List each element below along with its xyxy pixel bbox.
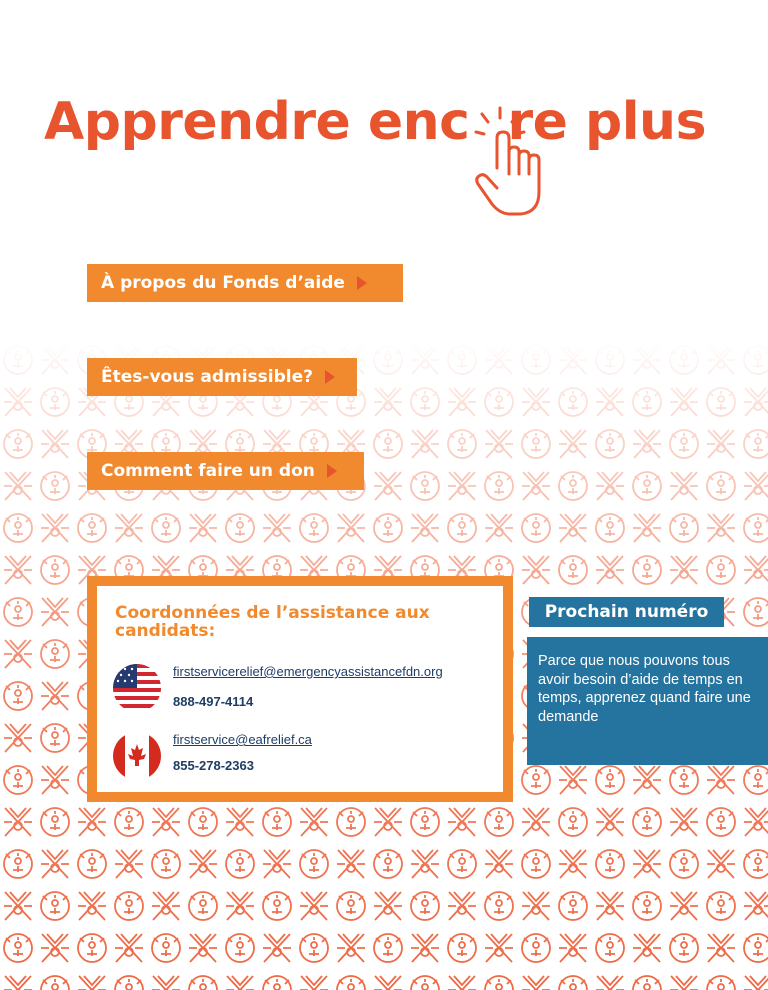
contact-box (87, 576, 513, 802)
us-email-link[interactable]: firstservicerelief@emergencyassistancefdn.org (173, 664, 443, 679)
link-about-fund-label: À propos du Fonds d’aide (101, 273, 345, 293)
contact-title: Coordonnées de l’assistance aux candidats: (115, 603, 430, 641)
link-donate[interactable] (87, 452, 364, 490)
canada-flag-icon (113, 732, 161, 780)
next-issue-body: Parce que nous pouvons tous avoir besoin d’aide de temps en temps, apprenez quand faire une demande (527, 637, 768, 765)
canada-phone: 855-278-2363 (173, 758, 254, 773)
page-title (44, 92, 707, 152)
link-eligibility-label: Êtes-vous admissible? (101, 367, 313, 387)
us-flag-icon (113, 664, 161, 712)
play-arrow-icon (327, 464, 337, 478)
link-eligibility[interactable] (87, 358, 357, 396)
title-part-2: re plus (507, 92, 707, 152)
canada-email-link[interactable]: firstservice@eafrelief.ca (173, 732, 312, 747)
play-arrow-icon (325, 370, 335, 384)
title-part-1: Apprendre enc (44, 92, 470, 152)
play-arrow-icon (357, 276, 367, 290)
next-issue-title: Prochain numéro (529, 597, 724, 627)
link-donate-label: Comment faire un don (101, 461, 315, 481)
pointing-hand-icon (466, 100, 556, 230)
link-about-fund[interactable] (87, 264, 403, 302)
us-phone: 888-497-4114 (173, 694, 254, 709)
